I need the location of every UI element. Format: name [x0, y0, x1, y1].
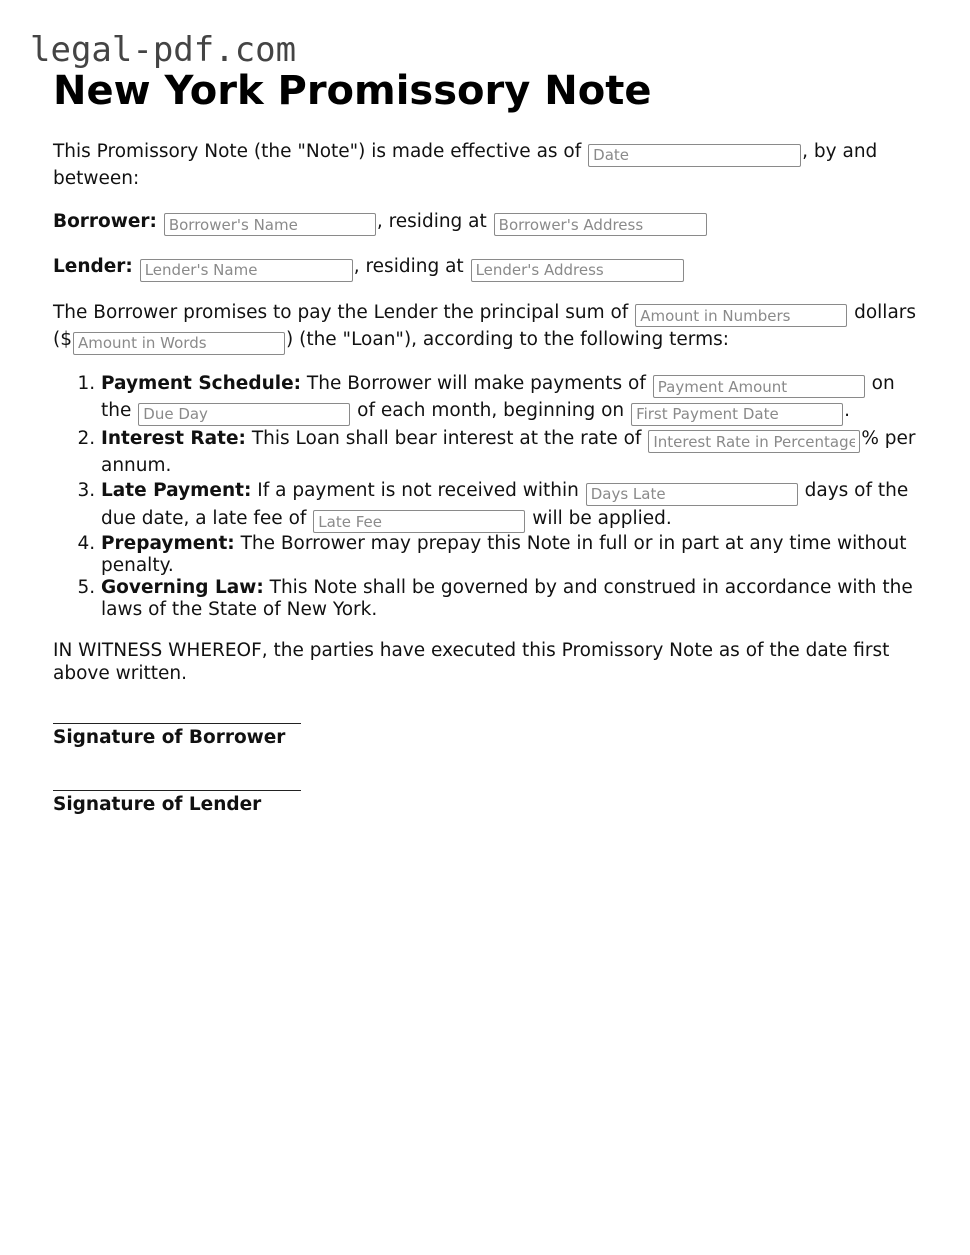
- intro-paragraph: [53, 140, 918, 191]
- borrower-name-field[interactable]: [164, 213, 376, 236]
- principal-text-dollars: dollars ($: [53, 301, 917, 350]
- intro-text-after: , by and between:: [53, 141, 878, 189]
- term-text: on the: [101, 372, 895, 421]
- late-fee-field[interactable]: [313, 510, 525, 533]
- amount-numbers-field[interactable]: [635, 304, 847, 327]
- interest-rate-field[interactable]: [648, 430, 860, 453]
- term-heading: Late Payment:: [101, 480, 252, 501]
- term-prepayment: [101, 533, 918, 577]
- term-text: If a payment is not received within: [257, 480, 579, 501]
- term-heading: Governing Law:: [101, 577, 264, 598]
- term-text: of each month, beginning on: [357, 400, 625, 421]
- terms-list: [53, 371, 918, 622]
- borrower-signature-block: [53, 723, 301, 750]
- borrower-residing-text: , residing at: [376, 210, 487, 232]
- days-late-field[interactable]: [586, 483, 798, 506]
- term-heading: Prepayment:: [101, 533, 235, 554]
- term-text: The Borrower will make payments of: [306, 372, 646, 394]
- term-text: % per annum.: [101, 427, 916, 476]
- due-day-field[interactable]: [138, 403, 350, 426]
- first-payment-date-field[interactable]: [631, 403, 843, 426]
- watermark-logo: legal-pdf.com: [30, 30, 297, 70]
- term-heading: Interest Rate:: [101, 427, 246, 449]
- lender-label: Lender:: [53, 256, 133, 277]
- amount-words-field[interactable]: [73, 332, 285, 355]
- date-field[interactable]: [588, 144, 801, 167]
- principal-text-before: The Borrower promises to pay the Lender the principal sum of: [53, 301, 629, 323]
- borrower-label: Borrower:: [53, 210, 157, 232]
- lender-address-field[interactable]: [471, 259, 684, 282]
- lender-signature-block: [53, 790, 301, 817]
- term-interest-rate: [101, 426, 918, 479]
- principal-paragraph: [53, 300, 918, 355]
- lender-signature-label: Signature of Lender: [53, 794, 262, 815]
- term-payment-schedule: [101, 371, 918, 426]
- lender-residing-text: , residing at: [353, 256, 464, 277]
- borrower-line: [53, 209, 918, 237]
- lender-name-field[interactable]: [140, 259, 353, 282]
- lender-line: [53, 254, 918, 282]
- page-title: New York Promissory Note: [53, 68, 652, 114]
- payment-amount-field[interactable]: [653, 375, 865, 398]
- term-text: will be applied.: [532, 507, 672, 529]
- term-late-payment: [101, 478, 918, 533]
- term-text: This Loan shall bear interest at the rate of: [251, 427, 642, 449]
- witness-paragraph: IN WITNESS WHEREOF, the parties have executed this Promissory Note as of the date first above written.: [53, 640, 890, 684]
- term-governing-law: [101, 577, 918, 621]
- document-page: [53, 66, 918, 817]
- borrower-signature-label: Signature of Borrower: [53, 727, 286, 748]
- principal-text-after: ) (the "Loan"), according to the following terms:: [286, 329, 729, 350]
- borrower-address-field[interactable]: [494, 213, 707, 236]
- term-heading: Payment Schedule:: [101, 372, 302, 394]
- term-text: .: [844, 400, 850, 421]
- term-text: days of the due date, a late fee of: [101, 480, 909, 529]
- term-text: The Borrower may prepay this Note in full or in part at any time without penalty.: [101, 533, 907, 576]
- term-text: This Note shall be governed by and construed in accordance with the laws of the State of New York.: [101, 577, 913, 620]
- intro-text-before: This Promissory Note (the "Note") is made effective as of: [53, 141, 582, 162]
